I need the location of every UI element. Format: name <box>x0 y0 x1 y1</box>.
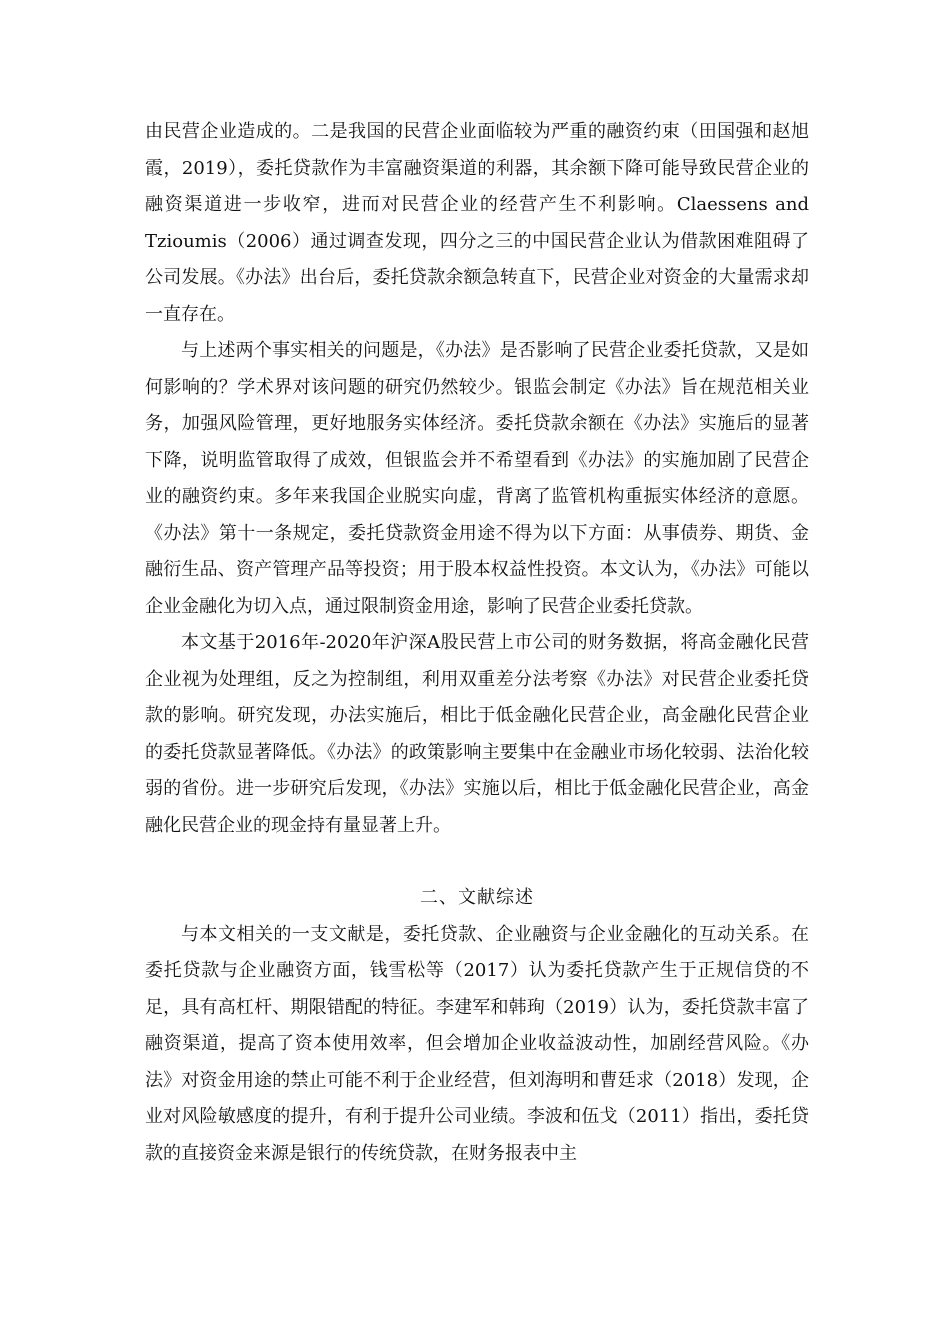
paragraph-2: 与上述两个事实相关的问题是，《办法》是否影响了民营企业委托贷款，又是如何影响的？学术界对该问题的研究仍然较少。银监会制定《办法》旨在规范相关业务，加强风险管理，更好地服务实体经济。委托贷款余额在《办法》实施后的显著下降，说明监管取得了成效，但银监会并不希望看到《办法》的实施加剧了民营企业的融资约束。多年来我国企业脱实向虚，背离了监管机构重振实体经济的意愿。《办法》第十一条规定，委托贷款资金用途不得为以下方面：从事债券、期货、金融衍生品、资产管理产品等投资；用于股本权益性投资。本文认为，《办法》可能以企业金融化为切入点，通过限制资金用途，影响了民营企业委托贷款。 <box>145 340 809 617</box>
paragraph-4: 与本文相关的一支文献是，委托贷款、企业融资与企业金融化的互动关系。在委托贷款与企业融资方面，钱雪松等（2017）认为委托贷款产生于正规信贷的不足，具有高杠杆、期限错配的特征。李建军和韩珣（2019）认为，委托贷款丰富了融资渠道，提高了资本使用效率，但会增加企业收益波动性，加剧经营风险。《办法》对资金用途的禁止可能不利于企业经营，但刘海明和曹廷求（2018）发现，企业对风险敏感度的提升，有利于提升公司业绩。李波和伍戈（2011）指出，委托贷款的直接资金来源是银行的传统贷款，在财务报表中主 <box>145 923 809 1164</box>
paragraph-3: 本文基于2016年-2020年沪深A股民营上市公司的财务数据，将高金融化民营企业视为处理组，反之为控制组，利用双重差分法考察《办法》对民营企业委托贷款的影响。研究发现，办法实施后，相比于低金融化民营企业，高金融化民营企业的委托贷款显著降低。《办法》的政策影响主要集中在金融业市场化较弱、法治化较弱的省份。进一步研究后发现，《办法》实施以后，相比于低金融化民营企业，高金融化民营企业的现金持有量显著上升。 <box>145 632 809 836</box>
paragraph-1: 由民营企业造成的。二是我国的民营企业面临较为严重的融资约束（田国强和赵旭霞，2019），委托贷款作为丰富融资渠道的利器，其余额下降可能导致民营企业的融资渠道进一步收窄，进而对民营企业的经营产生不利影响。Claessens and Tzioumis（2006）通过调查发现，四分之三的中国民营企业认为借款困难阻碍了公司发展。《办法》出台后，委托贷款余额急转直下，民营企业对资金的大量需求却一直存在。 <box>145 121 809 325</box>
section-heading: 二、文献综述 <box>420 887 534 908</box>
document-body <box>145 114 809 1172</box>
